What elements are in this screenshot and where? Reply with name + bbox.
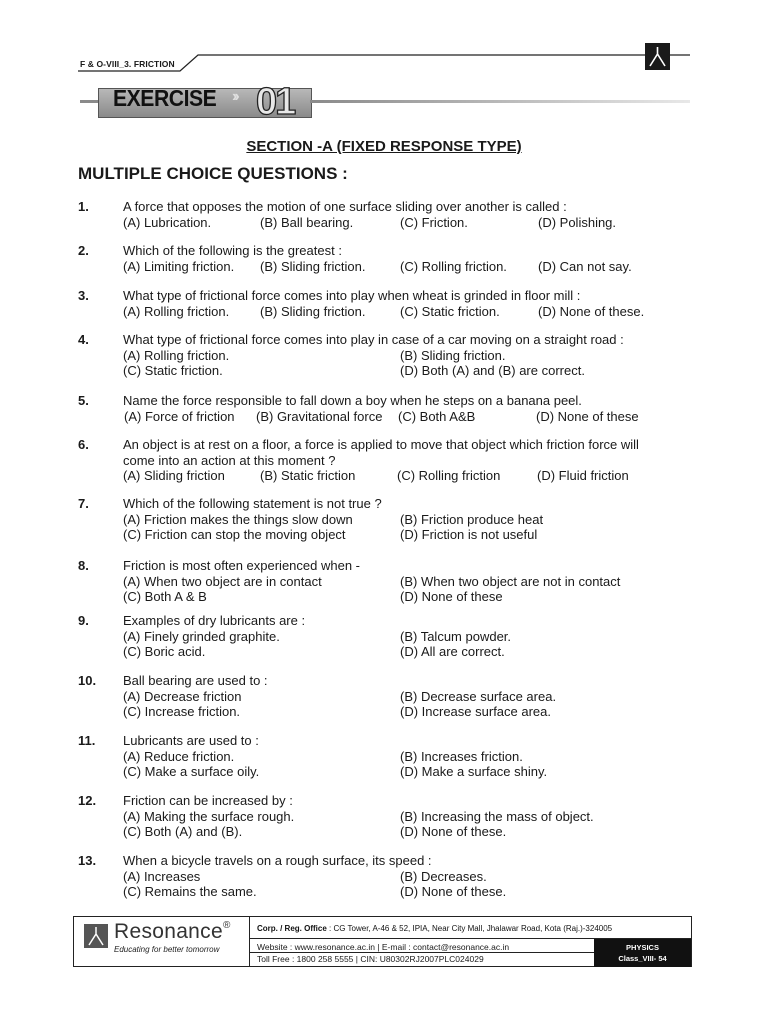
brand-name: Resonance (114, 920, 223, 943)
answer-option: (D) Fluid friction (537, 468, 629, 483)
answer-option: (B) Sliding friction. (400, 347, 506, 363)
answer-option: (D) Friction is not useful (400, 527, 538, 542)
question-number: 11. (78, 733, 96, 748)
answer-option: (B) Increasing the mass of object. (400, 808, 594, 824)
mcq-heading: MULTIPLE CHOICE QUESTIONS : (78, 164, 348, 183)
question-text: Friction can be increased by : (123, 793, 293, 808)
resonance-logo-icon (645, 43, 670, 70)
answer-option: (A) When two object are in contact (123, 573, 322, 589)
answer-option: (D) Can not say. (538, 258, 632, 274)
question-text: Which of the following is the greatest : (123, 243, 342, 258)
answer-option: (B) Talcum powder. (400, 628, 512, 644)
answer-option: (C) Boric acid. (123, 644, 206, 659)
answer-option: (D) Increase surface area. (400, 704, 552, 719)
answer-option: (A) Rolling friction. (123, 303, 230, 319)
question-text: Which of the following statement is not true ? (123, 496, 382, 511)
answer-option: (D) None of these. (400, 884, 507, 899)
answer-option: (D) All are correct. (400, 644, 505, 659)
answer-option: (B) Gravitational force (256, 408, 383, 424)
answer-option: (D) Make a surface shiny. (400, 764, 548, 779)
class-page-label: Class_VIII- 54 (618, 954, 667, 963)
footer-corp-office (257, 924, 612, 933)
question-text: Examples of dry lubricants are : (123, 613, 306, 628)
subject-badge (594, 939, 691, 967)
answer-option: (C) Remains the same. (123, 884, 257, 899)
answer-option: (B) Increases friction. (400, 748, 523, 764)
footer-tollfree: Toll Free : 1800 258 5555 | CIN: U80302RJ2007PLC024029 (257, 954, 484, 964)
answer-option: (B) Friction produce heat (400, 511, 544, 527)
document-code: F & O-VIII_3. FRICTION (80, 59, 175, 69)
brand-registered-mark: ® (222, 920, 231, 931)
answer-option: (C) Make a surface oily. (123, 764, 260, 779)
answer-option: (A) Reduce friction. (123, 748, 235, 764)
answer-option: (B) Ball bearing. (260, 214, 354, 230)
answer-option: (C) Both (A) and (B). (123, 824, 243, 839)
footer-logo-area (74, 917, 250, 966)
footer-tagline: Educating for better tomorrow (114, 945, 220, 954)
question-text: Friction is most often experienced when - (123, 558, 360, 573)
answer-option: (B) When two object are not in contact (400, 573, 621, 589)
question-number: 4. (78, 332, 89, 347)
exercise-label: EXERCISE (113, 85, 217, 111)
answer-option: (C) Both A&B (398, 408, 476, 424)
answer-option: (A) Making the surface rough. (123, 808, 295, 824)
answer-option: (A) Friction makes the things slow down (123, 511, 353, 527)
answer-option: (D) Polishing. (538, 214, 617, 230)
question-text: When a bicycle travels on a rough surface, its speed : (123, 853, 432, 868)
chevron-right-icon: ›› (232, 88, 237, 105)
answer-option: (A) Limiting friction. (123, 258, 235, 274)
resonance-logo-icon (84, 924, 108, 948)
question-number: 7. (78, 496, 89, 511)
answer-option: (C) Static friction. (400, 303, 500, 319)
question-number: 6. (78, 437, 89, 452)
question-number: 1. (78, 199, 89, 214)
answer-option: (B) Sliding friction. (260, 258, 366, 274)
answer-option: (C) Rolling friction (397, 468, 501, 483)
corp-label: Corp. / Reg. Office (257, 924, 327, 933)
answer-option: (B) Decreases. (400, 868, 487, 884)
corp-address: : CG Tower, A-46 & 52, IPIA, Near City Mall, Jhalawar Road, Kota (Raj.)-324005 (326, 924, 613, 933)
section-heading: SECTION -A (FIXED RESPONSE TYPE) (246, 138, 522, 155)
question-number: 5. (78, 393, 89, 408)
question-number: 10. (78, 673, 97, 688)
footer-website: Website : www.resonance.ac.in | E-mail : contact@resonance.ac.in (257, 942, 510, 952)
question-number: 2. (78, 243, 89, 258)
answer-option: (A) Increases (123, 868, 201, 884)
question-number: 9. (78, 613, 89, 628)
question-number: 13. (78, 853, 97, 868)
answer-option: (A) Decrease friction (123, 688, 242, 704)
question-text: Ball bearing are used to : (123, 673, 268, 688)
answer-option: (B) Sliding friction. (260, 303, 366, 319)
answer-option: (C) Friction can stop the moving object (123, 527, 346, 542)
exercise-number: 01 (256, 81, 295, 123)
footer-separator (249, 952, 594, 953)
answer-option: (D) None of these. (538, 303, 645, 319)
question-text: What type of frictional force comes into play in case of a car moving on a straight road : (123, 332, 624, 347)
answer-option: (A) Force of friction (124, 408, 235, 424)
answer-option: (C) Friction. (400, 214, 468, 230)
answer-option: (A) Lubrication. (123, 214, 212, 230)
answer-option: (D) None of these (400, 589, 503, 604)
footer (73, 916, 692, 967)
answer-option: (C) Rolling friction. (400, 258, 507, 274)
question-text: A force that opposes the motion of one surface sliding over another is called : (123, 199, 567, 214)
question-text: Lubricants are used to : (123, 733, 259, 748)
question-number: 3. (78, 288, 89, 303)
exercise-banner (80, 82, 690, 122)
banner-gradient-line (310, 100, 690, 103)
question-text: An object is at rest on a floor, a force is applied to move that object which friction force will (123, 437, 639, 452)
answer-option: (D) Both (A) and (B) are correct. (400, 363, 585, 378)
question-text: come into an action at this moment ? (123, 452, 336, 468)
answer-option: (B) Static friction (260, 468, 356, 483)
footer-brand (114, 920, 231, 944)
answer-option: (C) Static friction. (123, 363, 223, 378)
banner-left-line (80, 100, 100, 103)
question-text: What type of frictional force comes into play when wheat is grinded in floor mill : (123, 288, 581, 303)
answer-option: (C) Increase friction. (123, 704, 241, 719)
subject-label: PHYSICS (626, 943, 659, 952)
answer-option: (A) Sliding friction (123, 468, 225, 483)
answer-option: (D) None of these (536, 408, 639, 424)
question-number: 12. (78, 793, 97, 808)
question-number: 8. (78, 558, 89, 573)
answer-option: (B) Decrease surface area. (400, 688, 557, 704)
answer-option: (D) None of these. (400, 824, 507, 839)
answer-option: (A) Rolling friction. (123, 347, 230, 363)
footer-contact-row (249, 938, 691, 967)
answer-option: (C) Both A & B (123, 589, 207, 604)
question-text: Name the force responsible to fall down a boy when he steps on a banana peel. (123, 393, 582, 408)
answer-option: (A) Finely grinded graphite. (123, 628, 280, 644)
